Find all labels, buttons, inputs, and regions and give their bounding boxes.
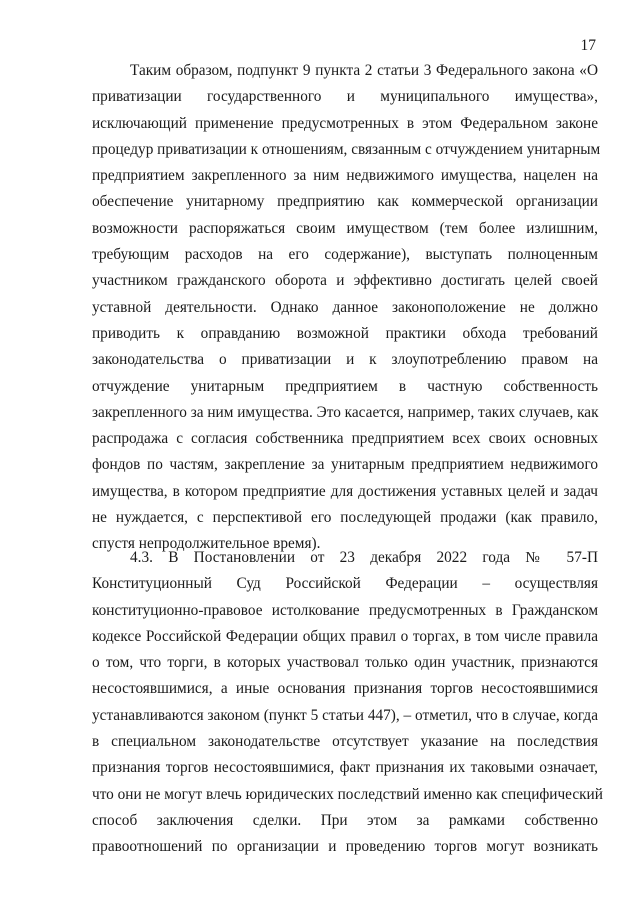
text-line: приводить к оправданию возможной практики обхода требований	[92, 324, 598, 342]
text-line: 4.3. В Постановлении от 23 декабря 2022 года № 57-П	[130, 549, 598, 566]
text-line: требующим расходов на его содержание), выступать полноценным	[92, 246, 598, 264]
text-line: о том, что торги, в которых участвовал только один участник, признаются	[92, 654, 598, 672]
paragraph-section-4-3	[92, 545, 603, 861]
text-line: отчуждение унитарным предприятием в частную собственность	[92, 377, 598, 395]
text-line: приватизации государственного и муниципального имущества»,	[92, 88, 598, 106]
text-line: обеспечение унитарному предприятию как коммерческой организации	[92, 193, 598, 211]
text-line: Конституционный Суд Российской Федерации – осуществляя	[92, 575, 598, 593]
text-line: участником гражданского оборота и эффективно достигать целей своей	[92, 272, 598, 290]
text-line: имущества, в котором предприятие для достижения уставных целей и задач	[92, 482, 598, 500]
text-line: что они не могут влечь юридических последствий именно как специфический	[92, 785, 603, 803]
text-line: законодательства о приватизации и к злоупотреблению правом на	[92, 351, 598, 369]
text-line: Таким образом, подпункт 9 пункта 2 статьи 3 Федерального закона «О	[130, 62, 598, 79]
text-line: фондов по частям, закрепление за унитарным предприятием недвижимого	[92, 456, 598, 474]
text-line: кодексе Российской Федерации общих правил о торгах, в том числе правила	[92, 627, 598, 645]
text-line: процедур приватизации к отношениям, связанным с отчуждением унитарным	[92, 140, 601, 158]
text-line: признания торгов несостоявшимися, факт признания их таковыми означает,	[92, 759, 598, 777]
paragraph-privatization	[92, 58, 601, 558]
text-line: распродажа с согласия собственника предприятием всех своих основных	[92, 430, 598, 448]
text-line: предприятием закрепленного за ним недвижимого имущества, нацелен на	[92, 167, 598, 185]
page-number: 17	[580, 37, 596, 54]
text-line: не нуждается, с перспективой его последующей продажи (как правило,	[92, 509, 598, 527]
text-line: способ заключения сделки. При этом за рамками собственно	[92, 811, 598, 829]
text-line: исключающий применение предусмотренных в этом Федеральном законе	[92, 114, 598, 132]
text-line: спустя непродолжительное время).	[92, 535, 321, 553]
text-line: в специальном законодательстве отсутствует указание на последствия	[92, 733, 598, 751]
text-line: уставной деятельности. Однако данное законоположение не должно	[92, 298, 598, 316]
text-line: закрепленного за ним имущества. Это касается, например, таких случаев, как	[92, 403, 599, 421]
text-line: правоотношений по организации и проведению торгов могут возникать	[92, 838, 598, 856]
text-line: устанавливаются законом (пункт 5 статьи 447), – отметил, что в случае, когда	[92, 706, 598, 724]
text-line: конституционно-правовое истолкование предусмотренных в Гражданском	[92, 601, 598, 619]
text-line: возможности распоряжаться своим имуществом (тем более излишним,	[92, 219, 598, 237]
text-line: несостоявшимися, а иные основания признания торгов несостоявшимися	[92, 680, 598, 698]
